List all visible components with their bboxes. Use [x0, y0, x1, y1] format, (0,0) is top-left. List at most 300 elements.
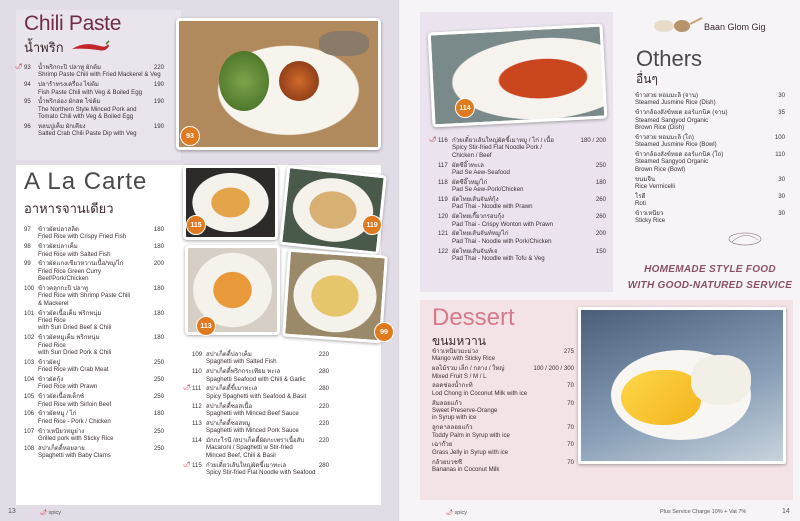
- menu-item: [183, 461, 329, 477]
- menu-item-name-en: Pad Se Aew-Pork/Chicken: [452, 186, 524, 194]
- menu-item: [24, 410, 164, 425]
- menu-item-name-en: Salted Crab Chili Paste Dip with Veg: [38, 130, 137, 138]
- menu-item-price: 200: [595, 230, 606, 238]
- dessert-list: [432, 348, 574, 476]
- menu-item-price: 180: [153, 410, 164, 418]
- menu-item-name-th: สปาเก็ตตี้ปลาเค็ม: [206, 351, 252, 358]
- menu-item: [432, 459, 574, 474]
- menu-item: [438, 213, 606, 228]
- menu-item: [24, 376, 164, 391]
- menu-item: [635, 134, 785, 149]
- menu-item-number: 98: [24, 243, 31, 251]
- menu-item-name-en: Fried Rice Green Curry: [38, 267, 101, 275]
- menu-item-name-th: ปลาร้าทรงเครื่อง ไข่ต้ม: [38, 81, 99, 89]
- menu-item-name-en: Chicken / Beef: [452, 151, 492, 159]
- menu-item-name-th: น้ำพริกกะปิ ปลาทู ผักต้ม: [38, 64, 102, 71]
- menu-item-number: 95: [24, 98, 31, 106]
- menu-item-name-th: สปาเก็ตตี้หอยลาย: [38, 444, 85, 452]
- menu-item-price: 280: [318, 385, 329, 393]
- chili-icon: 🌶: [183, 385, 191, 392]
- menu-item-name-en: Pad Thai - Noodle with Tofu & Veg: [452, 255, 545, 263]
- menu-item: [24, 123, 164, 138]
- menu-item-text: [38, 428, 164, 443]
- menu-item-number: 106: [24, 410, 35, 418]
- photo-green-curry-rice: [282, 249, 388, 344]
- menu-item-name-th: ก๋วยเตี๋ยวเส้นใหญ่ผัดขี้เมาหมู / ไก่ / เนื้อ: [452, 137, 554, 144]
- menu-item-number: 96: [24, 123, 31, 131]
- menu-item-name-en: Fried Rice: [38, 317, 66, 325]
- chili-paste-title: Chili Paste: [24, 12, 122, 35]
- menu-item-price: 190: [153, 123, 164, 131]
- menu-item-name-th: ข้าวผัดแกงเขียวหวานเนื้อ/หมู/ไก่: [38, 260, 124, 268]
- menu-item-name-en: Spaghetti with Salted Fish: [206, 358, 277, 366]
- photo-badge: 115: [186, 215, 206, 235]
- menu-item-name-en: Fried Rice with Prawn: [38, 383, 98, 391]
- menu-item-name-en: Brown Rice (Dish): [635, 124, 685, 132]
- photo-pad-thai-prawn: [279, 165, 387, 255]
- menu-item-name-en: Spicy Stir-fried Flat Noodle Pork /: [452, 144, 543, 152]
- menu-item-price: 30: [778, 192, 785, 200]
- menu-item: [24, 285, 164, 307]
- menu-item-price: 100 / 200 / 300: [533, 365, 574, 373]
- a-la-carte-list-col1: [24, 226, 164, 462]
- menu-item-name-en: Fried Rice with Crab Meat: [38, 366, 109, 374]
- chili-paste-title-th: น้ำพริก: [24, 40, 64, 55]
- menu-item-price: 250: [153, 376, 164, 384]
- menu-item-name-th: ข้าวผัดปลาเค็ม: [38, 243, 78, 251]
- menu-item-price: 190: [153, 98, 164, 106]
- menu-item-name-en: Grilled pork with Sticky Rice: [38, 435, 114, 443]
- menu-item-price: 70: [567, 441, 574, 449]
- menu-item-price: 30: [778, 210, 785, 218]
- menu-item-name-th: เฉาก๊วย: [432, 441, 453, 449]
- dessert-title-th: ขนมหวาน: [432, 334, 486, 348]
- menu-item-name-th: ลูกตาลลอยแก้ว: [432, 424, 473, 432]
- others-list: [635, 92, 785, 227]
- menu-item: [192, 368, 329, 383]
- menu-item-name-th: ข้าวเหนียวหมูย่าง: [38, 427, 85, 435]
- menu-item-text: [206, 420, 329, 435]
- spicy-legend-label: spicy: [454, 510, 468, 516]
- menu-item-text: [38, 376, 164, 391]
- menu-item-name-en: Fried Rice with Sirloin Beef: [38, 400, 112, 408]
- chili-icon: 🌶: [15, 64, 23, 70]
- menu-item-price: 180: [153, 334, 164, 342]
- menu-item: [438, 248, 606, 263]
- others-title-th: อื่นๆ: [636, 72, 658, 86]
- menu-item: [192, 403, 329, 418]
- menu-item-name-th: ข้าวผัดเนื้อสเต็กซ์: [38, 393, 85, 401]
- menu-item-text: [452, 248, 606, 263]
- menu-item-name-en: in Syrup with ice: [432, 414, 477, 422]
- menu-item-name-th: กล้วยบวชชี: [432, 458, 462, 466]
- service-charge-note: Plus Service Charge 10% + Vat 7%: [660, 509, 747, 515]
- menu-item-name-en: Spaghetti Seafood with Chili & Garlic: [206, 375, 306, 383]
- menu-item-price: 180: [153, 285, 164, 293]
- a-la-carte-list-col2: [183, 351, 329, 479]
- menu-item-text: [38, 260, 164, 282]
- menu-item-price: 250: [153, 444, 164, 452]
- menu-item-number: 110: [192, 368, 202, 376]
- menu-item-text: [635, 92, 785, 107]
- menu-item-number: 100: [24, 285, 35, 293]
- menu-item-name-en: Beef/Pork/Chicken: [38, 275, 89, 283]
- menu-item-name-th: ข้าวผัดกุ้ง: [38, 376, 64, 384]
- menu-item: [192, 420, 329, 435]
- menu-item: [432, 441, 574, 456]
- menu-item-price: 260: [595, 213, 606, 221]
- menu-item-text: [432, 382, 574, 397]
- menu-item: [635, 92, 785, 107]
- menu-item-name-th: ผัดไทยเกี๊ยวกรอบกุ้ง: [452, 213, 505, 221]
- menu-item-text: [635, 176, 785, 191]
- menu-item-number: 108: [24, 444, 35, 452]
- menu-item-price: 250: [595, 161, 606, 169]
- menu-item-number: 105: [24, 393, 35, 401]
- spicy-legend: [446, 510, 467, 516]
- menu-item-name-en: Spaghetti with Minced Pork Sauce: [206, 427, 299, 435]
- menu-item-number: 101: [24, 309, 35, 317]
- menu-item: [24, 334, 164, 356]
- menu-item-text: [38, 359, 164, 374]
- menu-item: [438, 179, 606, 194]
- menu-item-name-th: ข้าวเหนียว: [635, 210, 664, 218]
- menu-item-text: [635, 210, 785, 225]
- menu-item-name-en: Steamed Sangyod Organic: [635, 158, 709, 166]
- menu-item-price: 30: [778, 175, 785, 183]
- menu-item-name-th: ข้าวผัดเนื้อเค็ม พริกหนุ่ม: [38, 309, 102, 317]
- menu-item-text: [432, 424, 574, 439]
- menu-item: [438, 230, 606, 245]
- menu-item-price: 180 / 200: [580, 137, 606, 144]
- menu-item-text: [38, 81, 164, 96]
- menu-item-price: 180: [153, 226, 164, 233]
- photo-badge: 99: [374, 322, 394, 342]
- noodles-list: [429, 137, 606, 265]
- chili-icon: 🌶: [429, 137, 437, 143]
- menu-item-text: [38, 310, 164, 332]
- a-la-carte-title: A La Carte: [24, 168, 148, 195]
- menu-item-price: 250: [153, 358, 164, 366]
- menu-item-name-en: Brown Rice (Bowl): [635, 165, 686, 173]
- dessert-title: Dessert: [432, 304, 515, 331]
- menu-item-text: [635, 193, 785, 208]
- menu-item-price: 190: [153, 81, 164, 89]
- a-la-carte-title-th: อาหารจานเดียว: [24, 201, 114, 216]
- others-title: Others: [636, 46, 703, 71]
- menu-item-text: [432, 459, 574, 474]
- menu-item-number: 99: [24, 260, 31, 268]
- menu-item-text: [38, 393, 164, 408]
- menu-item-text: [635, 151, 785, 173]
- menu-item: [432, 365, 574, 380]
- menu-item-name-th: ส้มลอยแก้ว: [432, 399, 462, 407]
- menu-item-number: 116: [438, 137, 448, 144]
- menu-item-name-en: Mixed Fruit S / M / L: [432, 372, 487, 380]
- menu-item: [429, 137, 606, 159]
- menu-item-text: [38, 410, 164, 425]
- menu-item-name-th: มักกะโรนี /สปาเก็ตตี้ผัดกะเพราเนื้อสับ: [206, 437, 305, 445]
- menu-item: [438, 162, 606, 177]
- page-number: 13: [8, 508, 16, 515]
- menu-item: [432, 424, 574, 439]
- menu-item-text: [38, 334, 164, 356]
- spicy-legend: [40, 510, 61, 516]
- menu-item-price: 150: [595, 247, 606, 255]
- spicy-legend-label: spicy: [48, 510, 62, 516]
- menu-item: [183, 385, 329, 400]
- menu-item-number: 109: [192, 351, 203, 358]
- menu-item-name-en: Sweet Preserve-Orange: [432, 407, 498, 415]
- brand-name: Baan Glom Gig: [704, 22, 766, 32]
- menu-item-number: 115: [192, 461, 202, 469]
- menu-item-text: [206, 437, 329, 459]
- menu-item-price: 70: [567, 399, 574, 407]
- menu-item-number: 102: [24, 334, 35, 342]
- menu-item-name-th: สปาเก็ตตี้ซอสหมู: [206, 419, 251, 427]
- menu-item-number: 122: [438, 247, 449, 255]
- menu-item: [432, 348, 574, 363]
- menu-item-name-en: Fried Rice: [38, 341, 66, 349]
- menu-item-price: 180: [153, 309, 164, 317]
- menu-item-price: 250: [153, 393, 164, 401]
- menu-item-name-en: Rice Vermicelli: [635, 183, 675, 191]
- menu-item-text: [38, 285, 164, 307]
- menu-item-name-en: Tomato Chili with Veg & Boiled Egg: [38, 113, 134, 121]
- menu-item-name-en: Roti: [635, 200, 646, 208]
- menu-item-number: 120: [438, 213, 449, 221]
- menu-item-price: 35: [778, 109, 785, 117]
- menu-item-name-en: Steamed Jusmine Rice (Dish): [635, 99, 716, 107]
- menu-item-name-en: Spicy Stir-fried Flat Noodle with Seafood: [206, 469, 316, 477]
- menu-item-number: 93: [24, 64, 31, 71]
- menu-item-number: 113: [192, 419, 202, 427]
- menu-item: [24, 359, 164, 374]
- menu-item: [24, 226, 164, 241]
- photo-badge: 93: [180, 126, 200, 146]
- menu-item-number: 119: [438, 196, 448, 204]
- menu-item-name-en: Pad Se Aew-Seafood: [452, 169, 510, 177]
- menu-item-name-en: Spaghetti with Minced Beef Sauce: [206, 410, 299, 418]
- menu-item-name-th: ข้าวเหนียวมะม่วง: [432, 348, 478, 355]
- menu-item-name-en: Grass Jelly in Syrup with ice: [432, 448, 509, 456]
- menu-item-name-en: Fried Rice with Shrimp Paste Chili: [38, 292, 131, 300]
- menu-item-name-en: Bananas in Coconut Milk: [432, 466, 500, 474]
- menu-item: [15, 64, 164, 79]
- menu-item-name-th: ผลไม้รวม เล็ก / กลาง / ใหญ่: [432, 365, 505, 373]
- menu-item: [24, 260, 164, 282]
- menu-item: [635, 109, 785, 131]
- menu-item-number: 107: [24, 427, 35, 435]
- menu-item-text: [452, 162, 606, 177]
- menu-item: [24, 243, 164, 258]
- menu-item-price: 275: [563, 348, 574, 355]
- menu-item: [635, 176, 785, 191]
- menu-item-number: 111: [192, 385, 202, 393]
- menu-item: [192, 351, 329, 366]
- chili-icon: 🌶: [183, 461, 191, 468]
- menu-item: [635, 151, 785, 173]
- menu-item-name-en: Toddy Palm in Syrup with ice: [432, 431, 510, 439]
- menu-item-text: [38, 123, 164, 138]
- menu-item-name-th: ลอดช่องน้ำกะทิ: [432, 382, 473, 390]
- chili-icon: 🌶: [40, 510, 47, 516]
- menu-item-name-en: Steamed Sangyod Organic: [635, 116, 709, 124]
- menu-item-text: [206, 403, 329, 418]
- menu-item: [24, 393, 164, 408]
- photo-chili-paste-platter: [176, 18, 381, 150]
- menu-item-number: 114: [192, 437, 202, 445]
- menu-item-price: 70: [567, 424, 574, 432]
- menu-item-text: [452, 213, 606, 228]
- menu-item-name-th: ก๋วยเตี๋ยวเส้นใหญ่ผัดขี้เมาทะเล: [206, 461, 287, 469]
- menu-item-name-th: ข้าวสวย หอมมะลิ (จาน): [635, 92, 699, 99]
- menu-item-text: [38, 243, 164, 258]
- menu-item-text: [452, 179, 606, 194]
- menu-item-name-th: ผัดซีอิ๊วหมู/ไก่: [452, 178, 488, 186]
- menu-item-text: [432, 400, 574, 422]
- menu-item-text: [452, 196, 606, 211]
- menu-item-name-en: Pad Thai - Crispy Wonton with Prawn: [452, 220, 554, 228]
- menu-item-text: [635, 109, 785, 131]
- menu-item-name-en: Fried Rice with Salted Fish: [38, 250, 111, 258]
- menu-item-price: 280: [318, 368, 329, 376]
- page-number: 14: [782, 508, 790, 515]
- menu-item-name-en: & Mackerel: [38, 299, 69, 307]
- menu-item-price: 220: [153, 64, 164, 71]
- menu-item-name-en: Shrimp Paste Chili with Fried Mackerel & Veg: [38, 71, 161, 79]
- photo-mango-sticky-rice: [578, 307, 786, 464]
- menu-item-name-th: ข้าวคลุกกะปิ ปลาทู: [38, 285, 89, 293]
- chili-icon: [70, 40, 110, 54]
- menu-item: [635, 193, 785, 208]
- menu-item: [192, 437, 329, 459]
- menu-item-name-th: ผัดไทยเส้นจันท์เจ: [452, 247, 498, 255]
- menu-item-name-en: Pad Thai - Noodle with Pork/Chicken: [452, 237, 552, 245]
- menu-item-name-en: The Northern Style Minced Pork and: [38, 105, 137, 113]
- menu-item-price: 70: [567, 382, 574, 390]
- menu-item-text: [206, 462, 329, 477]
- menu-item: [432, 382, 574, 397]
- brand-logo: [652, 14, 704, 34]
- menu-item-name-en: with Sun Dried Pork & Chili: [38, 349, 112, 357]
- menu-item-number: 118: [438, 178, 448, 186]
- menu-item-name-th: ขนมจีน: [635, 175, 656, 183]
- menu-item-text: [206, 351, 329, 366]
- menu-item-name-th: ผัดซีอิ๊วทะเล: [452, 161, 484, 169]
- menu-item-text: [206, 368, 329, 383]
- menu-item-price: 220: [318, 437, 329, 445]
- menu-item-name-en: Fried Rice with Crispy Fried Fish: [38, 233, 127, 241]
- menu-item: [438, 196, 606, 211]
- menu-item: [635, 210, 785, 225]
- menu-item-text: [452, 230, 606, 245]
- menu-item-name-th: สปาเก็ตตี้ซอสเนื้อ: [206, 402, 253, 410]
- right-page: [400, 0, 800, 521]
- menu-item-text: [432, 441, 574, 456]
- menu-item-name-en: Minced Beef, Chili & Basil: [206, 451, 276, 459]
- menu-item-name-th: ข้าวกล้องสังข์หยด ออร์แกนิค (โถ): [635, 151, 724, 159]
- menu-item-name-th: ข้าวกล้องสังข์หยด ออร์แกนิค (จาน): [635, 109, 728, 117]
- menu-item-name-th: ข้าวผัดปู: [38, 358, 61, 366]
- menu-item-text: [38, 445, 164, 460]
- menu-item-number: 121: [438, 230, 449, 238]
- menu-item-name-th: ข้าวผัดหมู / ไก่: [38, 410, 77, 418]
- menu-item-price: 180: [595, 178, 606, 186]
- menu-item-text: [38, 226, 164, 241]
- menu-item-text: [635, 134, 785, 149]
- slogan-line-1: HOMEMADE STYLE FOOD: [644, 264, 776, 275]
- menu-item-price: 200: [153, 260, 164, 268]
- menu-item-name-th: ผัดไทยเส้นจันท์กุ้ง: [452, 196, 499, 204]
- menu-item-number: 94: [24, 81, 31, 89]
- menu-item-price: 110: [775, 151, 785, 159]
- menu-item-name-th: ข้าวผัดปลาสลิด: [38, 226, 79, 233]
- menu-item-name-th: ผัดไทยเส้นจันท์หมู/ไก่: [452, 230, 509, 238]
- menu-item: [24, 98, 164, 120]
- menu-item-text: [206, 385, 329, 400]
- menu-item-text: [38, 64, 164, 79]
- menu-item-text: [432, 348, 574, 363]
- menu-item: [24, 445, 164, 460]
- menu-item-name-th: สปาเก็ตตี้ขี้เมาทะเล: [206, 385, 258, 393]
- menu-item: [432, 400, 574, 422]
- menu-item-price: 250: [153, 427, 164, 435]
- menu-item-name-th: หลนปูเค็ม ผักเคียง: [38, 123, 86, 131]
- menu-item: [24, 81, 164, 96]
- menu-item-name-en: Mango with Sticky Rice: [432, 355, 495, 363]
- menu-item-price: 70: [567, 458, 574, 466]
- menu-item: [24, 428, 164, 443]
- menu-item-price: 260: [595, 196, 606, 204]
- menu-item-name-en: Spaghetti with Baby Clams: [38, 452, 111, 460]
- chili-paste-list: [15, 64, 164, 140]
- menu-item-name-en: Fried Rice - Pork / Chicken: [38, 417, 111, 425]
- menu-item: [24, 310, 164, 332]
- photo-stir-fried-noodle: [428, 23, 608, 127]
- menu-item-price: 220: [318, 402, 329, 410]
- menu-item-text: [38, 98, 164, 120]
- menu-item-number: 104: [24, 376, 35, 384]
- menu-item-number: 103: [24, 358, 35, 366]
- menu-item-number: 97: [24, 226, 31, 233]
- menu-item-name-th: โรตี: [635, 192, 646, 200]
- photo-badge: 113: [196, 316, 216, 336]
- menu-item-price: 30: [778, 92, 785, 99]
- menu-item-name-th: ข้าวผัดหมูเค็ม พริกหนุ่ม: [38, 334, 100, 342]
- menu-item-name-en: with Sun Dried Beef & Chili: [38, 324, 112, 332]
- menu-item-price: 220: [318, 419, 329, 427]
- menu-item-name-en: Sticky Rice: [635, 217, 666, 225]
- photo-badge: 119: [362, 215, 382, 235]
- menu-item-name-en: Pad Thai - Noodle with Prawn: [452, 203, 533, 211]
- menu-item-name-en: Lod Chong in Coconut Milk with ice: [432, 389, 528, 397]
- menu-item-name-en: Macaroni / Spaghetti w Stir-fried: [206, 444, 293, 452]
- menu-item-price: 100: [774, 133, 785, 141]
- slogan-line-2: WITH GOOD-NATURED SERVICE: [627, 280, 793, 291]
- menu-item-name-th: ข้าวสวย หอมมะลิ (โถ): [635, 133, 694, 141]
- menu-item-price: 220: [318, 351, 329, 358]
- menu-item-name-en: Fish Paste Chili with Veg & Boiled Egg: [38, 88, 142, 96]
- menu-item-number: 117: [438, 161, 448, 169]
- menu-item-price: 180: [153, 243, 164, 251]
- chili-icon: 🌶: [446, 510, 453, 516]
- menu-item-name-en: Steamed Jusmine Rice (Bowl): [635, 141, 717, 149]
- menu-item-name-th: สปาเก็ตตี้พริกกระเทียม ทะเล: [206, 368, 281, 376]
- menu-item-name-th: น้ำพริกอ่อง ผักสด ไข่ต้ม: [38, 98, 101, 106]
- menu-item-name-en: Spicy Spaghetti with Seafood & Basil: [206, 392, 306, 400]
- photo-badge: 114: [455, 98, 475, 118]
